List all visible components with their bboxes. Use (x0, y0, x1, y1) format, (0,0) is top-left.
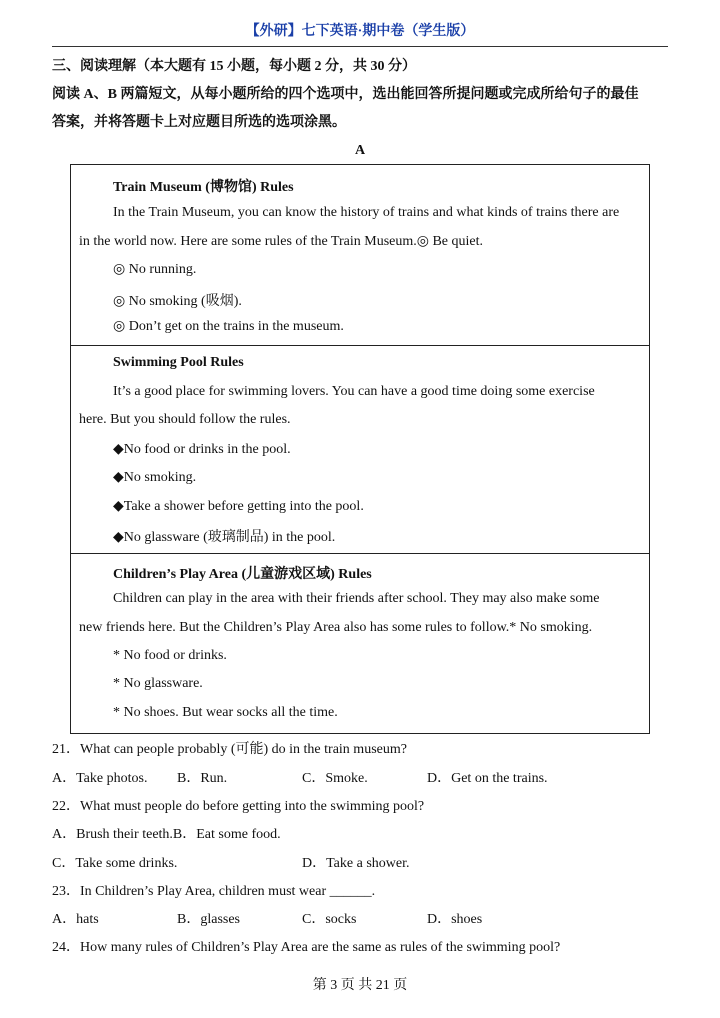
instruction-line-2: 答案，并将答题卡上对应题目所选的选项涂黑。 (52, 115, 346, 130)
rule-item: * No glassware. (113, 676, 203, 691)
rule-item: ◆No smoking. (113, 470, 197, 485)
instruction-line-1: 阅读 A、B 两篇短文，从每小题所给的四个选项中，选出能回答所提问题或完成所给句子的最佳 (52, 87, 639, 102)
block-text-line: in the world now. Here are some rules of the Train Museum.◎ Be quiet. (79, 234, 484, 249)
play-area-block (71, 554, 649, 733)
option-d: D．shoes (427, 912, 483, 927)
question-23: 23．In Children’s Play Area, children must wear ______. (52, 884, 376, 899)
header-title: 【外研】七下英语·期中卷（学生版） (245, 24, 475, 39)
rule-item: ◎ No running. (113, 262, 197, 277)
rule-item: ◆No food or drinks in the pool. (113, 442, 291, 457)
passage-label: A (354, 143, 366, 158)
option-c: C．socks (302, 912, 357, 927)
swimming-pool-block (71, 346, 649, 554)
block-text-line: new friends here. But the Children’s Play Area also has some rules to follow.* No smoking. (79, 620, 593, 635)
block-text-line: It’s a good place for swimming lovers. You can have a good time doing some exercise (113, 384, 595, 399)
train-museum-block (71, 165, 649, 346)
block-text-line: here. But you should follow the rules. (79, 412, 291, 427)
question-24: 24．How many rules of Children’s Play Area are the same as rules of the swimming pool? (52, 940, 561, 955)
option-d: D．Take a shower. (302, 856, 410, 871)
option-b: B．Run. (177, 771, 228, 786)
rule-item: ◎ No smoking (吸烟). (113, 294, 242, 309)
option-c: C．Take some drinks. (52, 856, 178, 871)
rule-item: * No shoes. But wear socks all the time. (113, 705, 338, 720)
option-a: A．hats (52, 912, 99, 927)
rule-item: ◎ Don’t get on the trains in the museum. (113, 319, 344, 334)
block-text-line: Children can play in the area with their friends after school. They may also make some (113, 591, 600, 606)
option-a: A．Take photos. (52, 771, 148, 786)
page-header (52, 20, 668, 47)
block-title: Train Museum (博物馆) Rules (113, 180, 294, 195)
rules-table (70, 164, 650, 734)
block-title: Children’s Play Area (儿童游戏区域) Rules (113, 567, 372, 582)
block-title: Swimming Pool Rules (113, 355, 244, 370)
page-footer: 第 3 页 共 21 页 (312, 978, 408, 993)
question-22: 22．What must people do before getting into the swimming pool? (52, 799, 425, 814)
block-text-line: In the Train Museum, you can know the history of trains and what kinds of trains there are (113, 205, 620, 220)
rule-item: ◆Take a shower before getting into the pool. (113, 499, 364, 514)
option-d: D．Get on the trains. (427, 771, 548, 786)
option-b: B．glasses (177, 912, 240, 927)
section-heading: 三、阅读理解（本大题有 15 小题，每小题 2 分，共 30 分） (52, 59, 416, 74)
option-c: C．Smoke. (302, 771, 368, 786)
rule-item: ◆No glassware (玻璃制品) in the pool. (113, 530, 336, 545)
rule-item: * No food or drinks. (113, 648, 227, 663)
option-a-b: A．Brush their teeth.B．Eat some food. (52, 827, 281, 842)
question-21: 21．What can people probably (可能) do in the train museum? (52, 742, 407, 757)
